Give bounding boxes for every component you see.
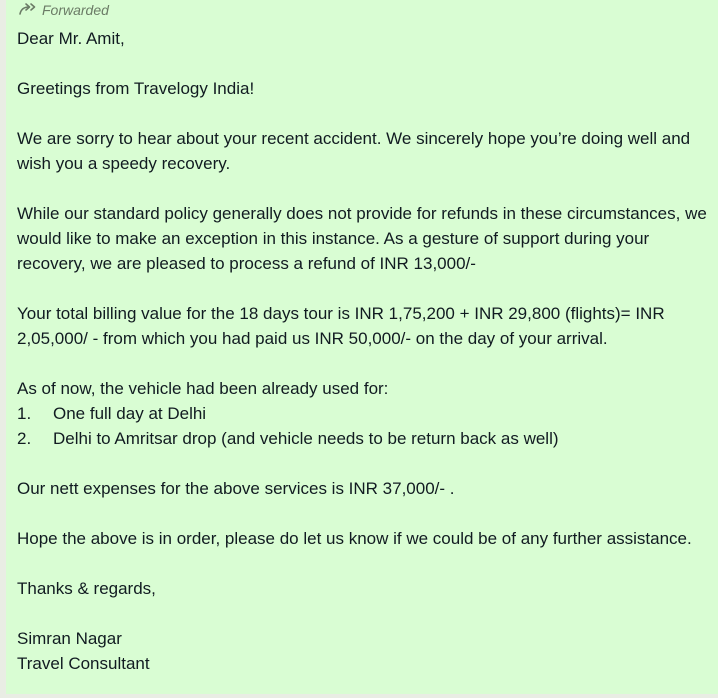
message-bubble[interactable]: [6, 0, 718, 694]
sender-title: Travel Consultant: [17, 654, 150, 673]
paragraph-billing: Your total billing value for the 18 days tour is INR 1,75,200 + INR 29,800 (flights)= INR 2,05,000/ - from which you had paid us INR 50,000/- on the day of your arrival.: [17, 304, 665, 348]
list-text: One full day at Delhi: [53, 404, 207, 423]
forward-arrow-icon: [18, 2, 38, 19]
list-item: [17, 426, 707, 451]
list-number: 1.: [17, 404, 32, 423]
expenses-line: Our nett expenses for the above services is INR 37,000/- .: [17, 479, 455, 498]
paragraph-sorry: We are sorry to hear about your recent accident. We sincerely hope you’re doing well and wish you a speedy recovery.: [17, 129, 691, 173]
paragraph-policy: While our standard policy generally does not provide for refunds in these circumstances, we would like to make an exception in this instance. As a gesture of support during your recovery, we are pleased to process a refund of INR 13,000/-: [17, 204, 707, 273]
list-item: [17, 401, 707, 426]
salutation: Dear Mr. Amit,: [17, 29, 125, 48]
usage-intro: As of now, the vehicle had been already used for:: [17, 379, 389, 398]
sender-name: Simran Nagar: [17, 629, 122, 648]
message-text: [17, 26, 707, 676]
list-number: 2.: [17, 429, 32, 448]
signoff: Thanks & regards,: [17, 579, 156, 598]
list-text: Delhi to Amritsar drop (and vehicle needs to be return back as well): [53, 429, 559, 448]
forwarded-indicator: [18, 0, 109, 20]
forwarded-label: Forwarded: [42, 2, 109, 18]
greeting: Greetings from Travelogy India!: [17, 79, 255, 98]
closing-paragraph: Hope the above is in order, please do let us know if we could be of any further assistance.: [17, 529, 692, 548]
